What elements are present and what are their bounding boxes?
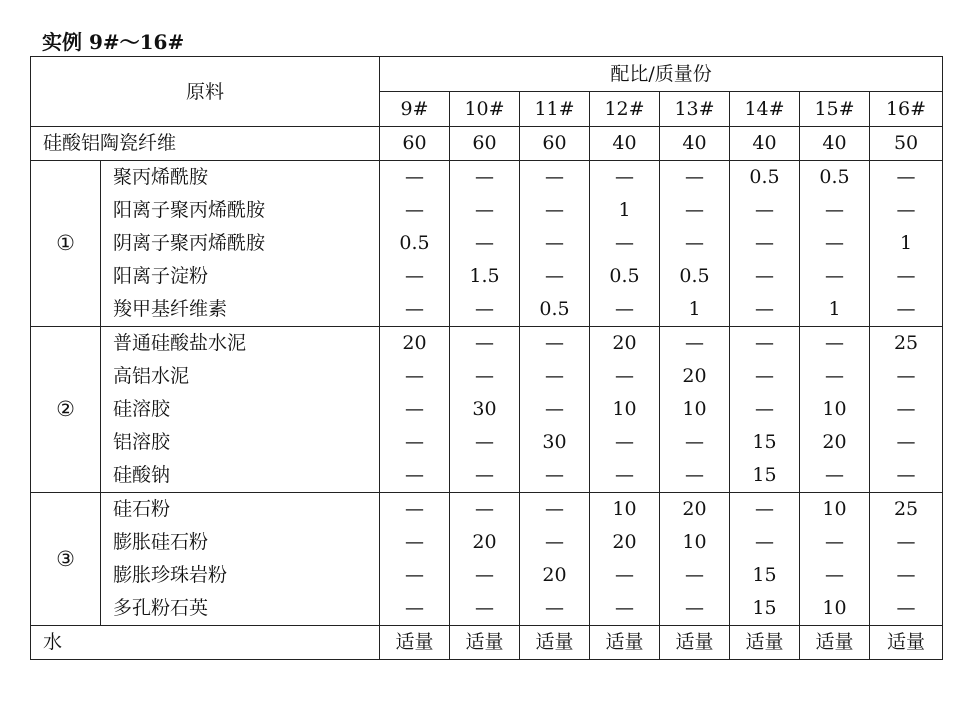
table-cell: —	[660, 227, 730, 260]
material-name: 普通硅酸盐水泥	[101, 327, 380, 361]
table-cell: 20	[520, 559, 590, 592]
table-cell: 适量	[800, 626, 870, 660]
material-name: 水	[31, 626, 380, 660]
table-cell: 20	[590, 327, 660, 361]
table-cell: —	[450, 327, 520, 361]
table-cell: —	[870, 293, 943, 327]
table-row	[31, 592, 943, 626]
material-name: 阴离子聚丙烯酰胺	[101, 227, 380, 260]
table-cell: —	[590, 360, 660, 393]
table-row	[31, 360, 943, 393]
table-row	[31, 327, 943, 361]
table-cell: —	[660, 459, 730, 493]
table-cell: —	[660, 592, 730, 626]
table-cell: —	[520, 360, 590, 393]
header-ratio: 配比/质量份	[380, 57, 943, 92]
table-cell: —	[660, 426, 730, 459]
table-cell: —	[450, 227, 520, 260]
table-cell: —	[590, 459, 660, 493]
table-cell: —	[800, 360, 870, 393]
table-cell: —	[800, 459, 870, 493]
material-name: 硅酸钠	[101, 459, 380, 493]
table-row	[31, 127, 943, 161]
table-cell: 适量	[660, 626, 730, 660]
table-cell: —	[730, 327, 800, 361]
table-cell: —	[520, 194, 590, 227]
table-cell: —	[450, 293, 520, 327]
table-row	[31, 559, 943, 592]
table-cell: 15	[730, 559, 800, 592]
table-cell: —	[520, 327, 590, 361]
table-cell: —	[870, 592, 943, 626]
table-cell: 适量	[590, 626, 660, 660]
table-cell: —	[450, 194, 520, 227]
column-header: 16#	[870, 92, 943, 127]
table-cell: 10	[660, 393, 730, 426]
material-name: 硅酸铝陶瓷纤维	[31, 127, 380, 161]
table-cell: 适量	[380, 626, 450, 660]
table-cell: —	[520, 526, 590, 559]
table-cell: —	[380, 493, 450, 527]
table-cell: —	[520, 459, 590, 493]
table-cell: —	[380, 393, 450, 426]
table-cell: —	[870, 360, 943, 393]
table-cell: —	[800, 559, 870, 592]
table-cell: —	[520, 227, 590, 260]
table-cell: 适量	[870, 626, 943, 660]
table-cell: —	[520, 493, 590, 527]
table-cell: —	[800, 526, 870, 559]
table-cell: —	[870, 459, 943, 493]
table-cell: 20	[450, 526, 520, 559]
table-cell: —	[660, 161, 730, 195]
group-label: ①	[31, 161, 101, 327]
table-cell: —	[450, 592, 520, 626]
column-header: 13#	[660, 92, 730, 127]
table-row	[31, 260, 943, 293]
table-cell: 适量	[520, 626, 590, 660]
table-cell: —	[380, 592, 450, 626]
material-name: 阳离子淀粉	[101, 260, 380, 293]
table-cell: —	[380, 459, 450, 493]
table-cell: —	[730, 493, 800, 527]
table-cell: 60	[450, 127, 520, 161]
table-cell: —	[380, 360, 450, 393]
table-cell: —	[730, 360, 800, 393]
table-row	[31, 493, 943, 527]
table-cell: —	[380, 161, 450, 195]
table-cell: —	[450, 426, 520, 459]
table-cell: —	[730, 227, 800, 260]
table-cell: 20	[660, 360, 730, 393]
table-cell: —	[380, 526, 450, 559]
table-cell: 40	[660, 127, 730, 161]
table-cell: —	[380, 426, 450, 459]
formulation-table	[30, 56, 943, 660]
table-row	[31, 626, 943, 660]
table-cell: 0.5	[380, 227, 450, 260]
table-cell: —	[870, 426, 943, 459]
table-cell: 20	[800, 426, 870, 459]
table-cell: 适量	[730, 626, 800, 660]
table-cell: 0.5	[800, 161, 870, 195]
table-cell: 40	[800, 127, 870, 161]
table-cell: —	[590, 559, 660, 592]
table-cell: —	[590, 161, 660, 195]
column-header: 14#	[730, 92, 800, 127]
table-cell: —	[590, 592, 660, 626]
table-cell: —	[660, 559, 730, 592]
table-row	[31, 227, 943, 260]
table-cell: 25	[870, 493, 943, 527]
table-cell: —	[450, 161, 520, 195]
table-cell: 60	[520, 127, 590, 161]
table-cell: —	[870, 526, 943, 559]
column-header: 11#	[520, 92, 590, 127]
table-cell: —	[870, 260, 943, 293]
table-cell: —	[800, 260, 870, 293]
table-cell: 15	[730, 426, 800, 459]
table-cell: 20	[590, 526, 660, 559]
table-cell: —	[870, 559, 943, 592]
table-cell: —	[380, 194, 450, 227]
table-cell: 10	[590, 393, 660, 426]
table-row	[31, 194, 943, 227]
table-cell: 30	[450, 393, 520, 426]
table-cell: —	[450, 459, 520, 493]
table-cell: 50	[870, 127, 943, 161]
material-name: 硅石粉	[101, 493, 380, 527]
material-name: 阳离子聚丙烯酰胺	[101, 194, 380, 227]
table-cell: 30	[520, 426, 590, 459]
table-cell: —	[450, 360, 520, 393]
table-cell: —	[800, 227, 870, 260]
table-cell: —	[870, 393, 943, 426]
table-cell: —	[520, 260, 590, 293]
table-row	[31, 293, 943, 327]
table-cell: 1.5	[450, 260, 520, 293]
table-cell: —	[730, 194, 800, 227]
table-cell: —	[520, 393, 590, 426]
table-cell: 40	[730, 127, 800, 161]
table-cell: 15	[730, 459, 800, 493]
table-cell: 0.5	[520, 293, 590, 327]
table-cell: —	[450, 493, 520, 527]
table-cell: 10	[800, 393, 870, 426]
table-row	[31, 393, 943, 426]
table-cell: 15	[730, 592, 800, 626]
table-cell: —	[730, 293, 800, 327]
table-cell: —	[800, 327, 870, 361]
table-cell: —	[380, 293, 450, 327]
table-cell: 10	[590, 493, 660, 527]
table-cell: —	[590, 227, 660, 260]
table-cell: 10	[800, 493, 870, 527]
table-cell: 25	[870, 327, 943, 361]
column-header: 10#	[450, 92, 520, 127]
table-cell: 10	[660, 526, 730, 559]
material-name: 铝溶胶	[101, 426, 380, 459]
table-cell: 1	[660, 293, 730, 327]
table-cell: —	[520, 592, 590, 626]
header-material: 原料	[31, 57, 380, 127]
column-header: 15#	[800, 92, 870, 127]
table-cell: 适量	[450, 626, 520, 660]
table-cell: 40	[590, 127, 660, 161]
table-cell: —	[730, 526, 800, 559]
group-label: ③	[31, 493, 101, 626]
column-header: 12#	[590, 92, 660, 127]
table-cell: 60	[380, 127, 450, 161]
table-cell: —	[730, 260, 800, 293]
table-cell: 20	[380, 327, 450, 361]
material-name: 聚丙烯酰胺	[101, 161, 380, 195]
table-cell: —	[520, 161, 590, 195]
table-cell: —	[660, 327, 730, 361]
table-cell: —	[660, 194, 730, 227]
table-cell: 1	[870, 227, 943, 260]
table-cell: —	[380, 260, 450, 293]
table-cell: 10	[800, 592, 870, 626]
table-row	[31, 426, 943, 459]
material-name: 膨胀珍珠岩粉	[101, 559, 380, 592]
table-cell: —	[730, 393, 800, 426]
table-cell: —	[590, 426, 660, 459]
table-cell: —	[870, 161, 943, 195]
column-header: 9#	[380, 92, 450, 127]
table-cell: —	[380, 559, 450, 592]
table-cell: —	[450, 559, 520, 592]
page-title: 实例 9#～16#	[42, 30, 185, 54]
table-row	[31, 459, 943, 493]
table-cell: 0.5	[730, 161, 800, 195]
material-name: 高铝水泥	[101, 360, 380, 393]
table-cell: 1	[800, 293, 870, 327]
table-cell: —	[800, 194, 870, 227]
table-cell: —	[870, 194, 943, 227]
material-name: 硅溶胶	[101, 393, 380, 426]
table-cell: 0.5	[660, 260, 730, 293]
table-cell: —	[590, 293, 660, 327]
group-label: ②	[31, 327, 101, 493]
table-cell: 1	[590, 194, 660, 227]
material-name: 膨胀硅石粉	[101, 526, 380, 559]
table-cell: 20	[660, 493, 730, 527]
table-row	[31, 526, 943, 559]
table-cell: 0.5	[590, 260, 660, 293]
material-name: 多孔粉石英	[101, 592, 380, 626]
material-name: 羧甲基纤维素	[101, 293, 380, 327]
table-row	[31, 161, 943, 195]
